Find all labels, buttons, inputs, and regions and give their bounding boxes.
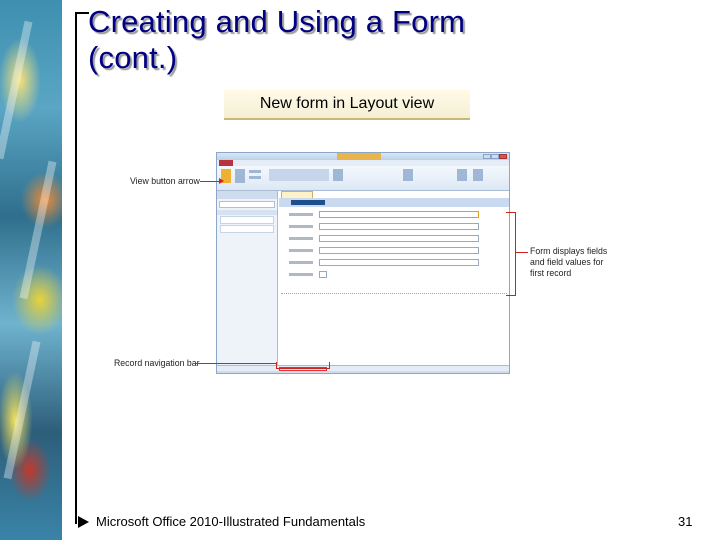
access-screenshot bbox=[216, 152, 510, 374]
close-icon bbox=[499, 154, 507, 159]
field-row bbox=[289, 223, 469, 231]
layout-tools-context-tab bbox=[337, 153, 381, 160]
slide-title-line2: (cont.) bbox=[88, 40, 178, 75]
ribbon bbox=[217, 166, 509, 191]
slide-frame-line bbox=[75, 12, 77, 524]
field-row bbox=[289, 247, 469, 255]
convert-macros-icon bbox=[473, 169, 483, 181]
callout-form-displays bbox=[530, 246, 607, 279]
slide-title-line1: Creating and Using a Form bbox=[88, 4, 466, 39]
nav-pane-search bbox=[219, 201, 275, 208]
callout-view-button: View button arrow bbox=[130, 176, 200, 187]
property-sheet-icon bbox=[457, 169, 467, 181]
callout-bracket-record-nav bbox=[276, 362, 330, 369]
form-detail-boundary bbox=[281, 293, 507, 294]
slide-frame-corner bbox=[75, 12, 89, 14]
page-number: 31 bbox=[678, 514, 693, 529]
slide-title bbox=[88, 4, 465, 76]
form-header bbox=[279, 198, 509, 207]
callout-form-displays-line1: Form displays fields bbox=[530, 246, 608, 257]
minimize-icon bbox=[483, 154, 491, 159]
nav-pane-group bbox=[217, 210, 277, 215]
footer-bullet-arrow-icon bbox=[78, 516, 89, 528]
controls-gallery bbox=[269, 169, 329, 181]
colors-icon bbox=[249, 170, 261, 173]
themes-icon bbox=[235, 169, 245, 183]
callout-form-displays-line2: and field values for bbox=[530, 257, 604, 268]
insert-image-icon bbox=[333, 169, 343, 181]
callout-line-fields bbox=[516, 252, 528, 253]
field-row bbox=[289, 235, 469, 243]
screenshot-caption: New form in Layout view bbox=[224, 90, 470, 120]
field-row bbox=[289, 271, 469, 279]
footer-text: Microsoft Office 2010-Illustrated Fundamentals bbox=[96, 514, 366, 529]
arrow-icon bbox=[219, 178, 224, 184]
form-document bbox=[279, 191, 509, 365]
nav-pane-item bbox=[220, 225, 274, 233]
callout-line-record-nav bbox=[196, 363, 276, 364]
callout-bracket-fields bbox=[506, 212, 516, 296]
maximize-icon bbox=[491, 154, 499, 159]
navigation-pane bbox=[217, 191, 278, 365]
field-row bbox=[289, 211, 469, 219]
callout-record-nav: Record navigation bar bbox=[114, 358, 200, 369]
field-row bbox=[289, 259, 469, 267]
fonts-icon bbox=[249, 176, 261, 179]
nav-pane-header bbox=[217, 191, 277, 199]
decorative-paint-strip bbox=[0, 0, 62, 540]
nav-pane-item bbox=[220, 216, 274, 224]
callout-form-displays-line3: first record bbox=[530, 268, 572, 279]
form-title-block bbox=[291, 200, 325, 205]
add-fields-icon bbox=[403, 169, 413, 181]
status-bar bbox=[217, 371, 509, 374]
